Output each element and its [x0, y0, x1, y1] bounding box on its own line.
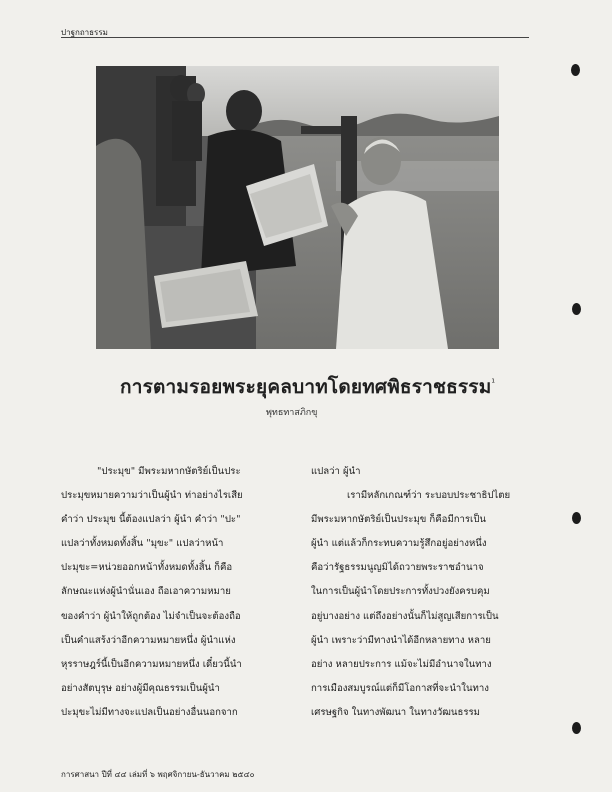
left-line-1: "ประมุข" มีพระมหากษัตริย์เป็นประ	[97, 466, 241, 477]
running-header: ปาฐกถาธรรม	[61, 28, 108, 37]
left-line-6: ลักษณะแห่งผู้นำนั่นเอง ถือเอาความหมาย	[61, 586, 231, 598]
left-line-8: เป็นคำแสร้งว่าอีกความหมายหนึ่ง ผู้นำแห่ง	[61, 634, 236, 646]
binder-hole-middle	[572, 303, 581, 315]
right-line-11: เศรษฐกิจ ในทางพัฒนา ในทางวัฒนธรรม	[311, 706, 480, 718]
article-title: การตามรอยพระยุคลบาทโดยทศพิธราชธรรม$^{^1}$	[120, 376, 496, 398]
right-line-8: ผู้นำ เพราะว่ามีทางนำได้อีกหลายทาง หลาย	[311, 634, 491, 646]
left-line-3: คำว่า ประมุข นี้ต้องแปลว่า ผู้นำ คำว่า "ปะ"	[61, 514, 241, 526]
right-line-7: อยู่บางอย่าง แต่ถึงอย่างนั้นก็ไม่สูญเสียการเป็น	[311, 610, 499, 622]
page-footer: การศาสนา ปีที่ ๔๔ เล่มที่ ๖ พฤศจิกายน-ธันวาคม ๒๕๔๐	[61, 770, 255, 779]
left-line-4: แปลว่าทั้งหมดทั้งสิ้น "มุขะ" แปลว่าหน้า	[61, 538, 224, 550]
binder-hole-bottom	[572, 722, 581, 734]
left-line-5: ปะมุขะ=หน่วยออกหน้าทั้งหมดทั้งสิ้น ก็คือ	[61, 562, 233, 574]
binder-hole-lower	[572, 512, 581, 524]
right-line-6: ในการเป็นผู้นำโดยประการทั้งปวงยังครบคุม	[311, 586, 490, 598]
article-photo	[96, 66, 499, 349]
left-line-11: ปะมุขะไม่มีทางจะแปลเป็นอย่างอื่นนอกจาก	[61, 706, 238, 718]
left-line-2: ประมุขหมายความว่าเป็นผู้นำ ท่าอย่างไรเสีย	[61, 490, 243, 502]
right-line-3: มีพระมหากษัตริย์เป็นประมุข ก็คือมีการเป็น	[311, 514, 486, 526]
right-column	[311, 460, 530, 725]
right-line-9: อย่าง หลายประการ แม้จะไม่มีอำนาจในทาง	[311, 658, 492, 670]
article-author: พุทธทาสภิกขุ	[266, 408, 318, 418]
right-line-5: คือว่ารัฐธรรมนูญมิได้ถวายพระราชอำนาจ	[311, 562, 484, 574]
left-line-10: อย่างสัตบุรุษ อย่างผู้มีคุณธรรมเป็นผู้นำ	[61, 682, 220, 694]
left-line-9: หุรราษฎร์นี้เป็นอีกความหมายหนึ่ง เดี๋ยวนี้นำ	[61, 658, 242, 670]
left-line-7: ของคำว่า ผู้นำให้ถูกต้อง ไม่จำเป็นจะต้องถือ	[61, 610, 241, 622]
right-line-10: การเมืองสมบูรณ์แต่ก็มีโอกาสที่จะนำในทาง	[311, 682, 489, 694]
right-line-4: ผู้นำ แต่แล้วก็กระทบความรู้สึกอยู่อย่างหนึ่ง	[311, 538, 487, 550]
left-column	[61, 460, 280, 725]
header-rule	[61, 37, 529, 38]
right-line-1: แปลว่า ผู้นำ	[311, 466, 361, 477]
binder-hole-top	[571, 64, 580, 76]
right-line-2: เรามีหลักเกณฑ์ว่า ระบอบประชาธิปไตย	[347, 490, 511, 502]
